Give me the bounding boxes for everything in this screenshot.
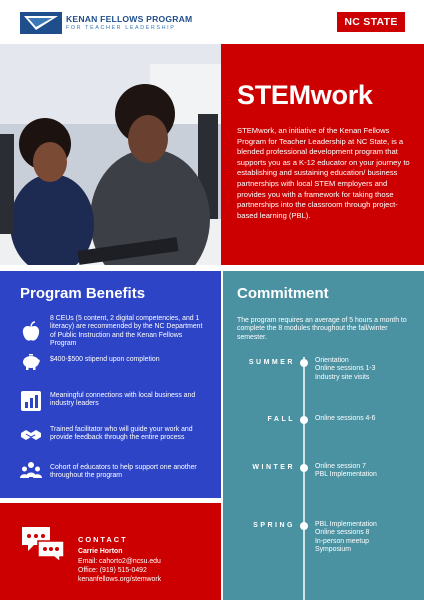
benefit-text: Trained facilitator who will guide your work and provide feedback through the entire process bbox=[50, 426, 193, 442]
timeline-item: Orientation bbox=[315, 357, 349, 364]
season-spring: SPRING bbox=[253, 522, 295, 529]
org-name: KENAN FELLOWS PROGRAM bbox=[66, 14, 193, 24]
contact-phone[interactable]: Office: (919) 515-0492 bbox=[78, 567, 147, 574]
contact-label: CONTACT bbox=[78, 535, 128, 544]
network-chart-icon bbox=[20, 390, 42, 412]
benefit-text: Cohort of educators to help support one another throughout the program bbox=[50, 464, 197, 480]
season-winter: WINTER bbox=[252, 464, 295, 471]
nc-state-logo[interactable]: NC STATE bbox=[337, 12, 405, 32]
season-fall: FALL bbox=[267, 416, 295, 423]
kenan-fellows-logo-icon bbox=[20, 12, 62, 34]
timeline-item: Online sessions 8 bbox=[315, 529, 370, 537]
apple-icon bbox=[20, 321, 42, 343]
benefit-text: 8 CEUs (5 content, 2 digital competencies, and 1 literacy) are recommended by the NC Department of Public Instruction and the Kenan Fellows Program bbox=[50, 315, 203, 348]
benefit-text: $400-$500 stipend upon completion bbox=[50, 356, 160, 363]
hero-panel bbox=[221, 44, 424, 265]
contact-name: Carrie Horton bbox=[78, 548, 123, 555]
timeline-item: In-person meetup bbox=[315, 537, 370, 545]
commitment-description: The program requires an average of 5 hours a month to complete the 8 modules throughout the fall/winter semester. bbox=[237, 317, 407, 341]
timeline-item: Online session 7 bbox=[315, 463, 366, 470]
org-tagline: FOR TEACHER LEADERSHIP bbox=[66, 25, 176, 31]
header bbox=[0, 0, 424, 44]
benefits-title: Program Benefits bbox=[20, 285, 146, 302]
timeline-dot bbox=[300, 359, 308, 367]
hero-photo bbox=[0, 44, 221, 265]
timeline-item: Industry site visits bbox=[315, 373, 370, 381]
timeline-dot bbox=[300, 416, 308, 424]
commitment-title: Commitment bbox=[237, 285, 329, 302]
season-summer-items bbox=[315, 357, 420, 382]
benefit-text: Meaningful connections with local business and industry leaders bbox=[50, 392, 196, 408]
teacher-student-photo-icon bbox=[0, 44, 221, 265]
season-spring-items bbox=[315, 521, 420, 555]
contact-url[interactable]: kenanfellows.org/stemwork bbox=[78, 576, 162, 583]
contact-section bbox=[0, 498, 221, 600]
season-winter-items bbox=[315, 463, 420, 480]
chat-bubbles-icon bbox=[20, 525, 66, 563]
group-icon bbox=[20, 460, 42, 482]
timeline-item: Online sessions 1-3 bbox=[315, 365, 376, 373]
hero-description: STEMwork, an initiative of the Kenan Fellows Program for Teacher Leadership at NC State, is a blended professional development program that supports you as a K-12 educator on your journey to establishing and sustaining education/ business partnerships with local STEM employers and provides you with a framework for taking those partnerships into the classroom through project-based learning (PBL). bbox=[237, 126, 410, 220]
timeline-item: Symposium bbox=[315, 546, 351, 554]
timeline-item: Online sessions 4-6 bbox=[315, 415, 376, 422]
program-benefits-section bbox=[0, 265, 221, 498]
handshake-icon bbox=[20, 424, 42, 446]
timeline-dot bbox=[300, 522, 308, 530]
contact-email[interactable]: Email: cahorto2@ncsu.edu bbox=[78, 558, 161, 565]
page-title: STEMwork bbox=[237, 80, 373, 110]
timeline-item: PBL Implementation bbox=[315, 471, 377, 479]
timeline-item: PBL Implementation bbox=[315, 521, 377, 528]
season-fall-items bbox=[315, 415, 420, 423]
piggy-bank-icon bbox=[20, 350, 42, 372]
timeline-dot bbox=[300, 464, 308, 472]
timeline-line bbox=[303, 357, 305, 600]
season-summer: SUMMER bbox=[248, 359, 295, 366]
commitment-section bbox=[221, 265, 424, 600]
